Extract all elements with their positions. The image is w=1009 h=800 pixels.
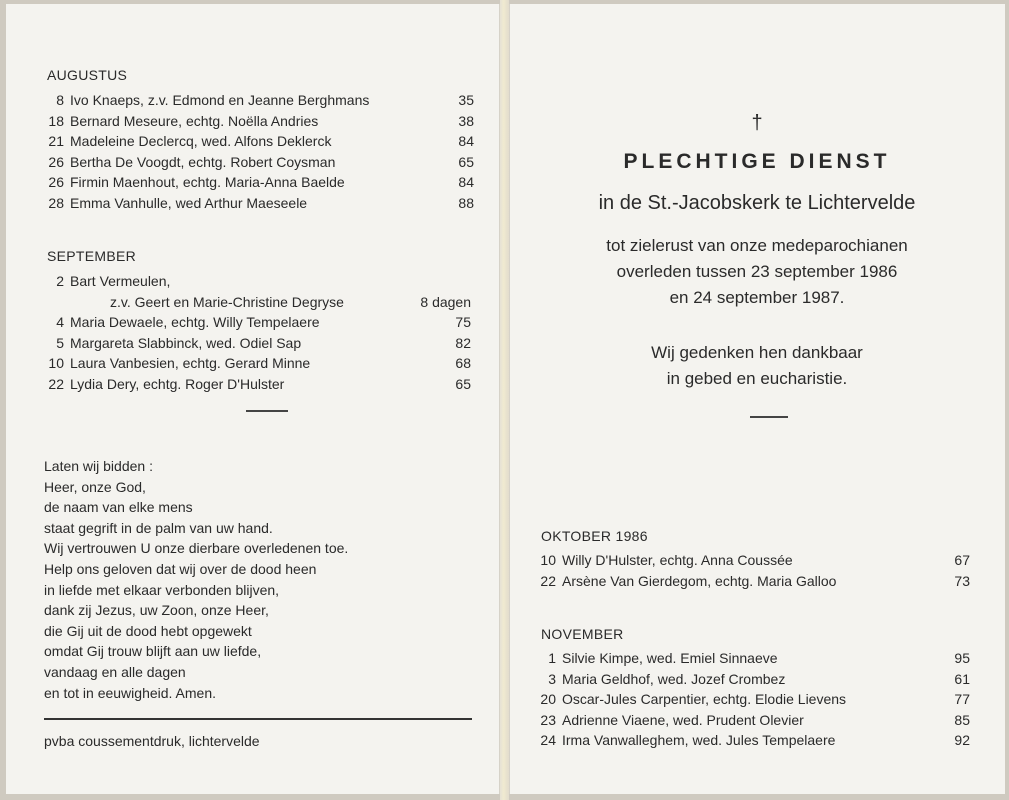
entry-name: Laura Vanbesien, echtg. Gerard Minne: [70, 355, 311, 371]
entry-day: 2: [56, 273, 64, 289]
entry-name: Silvie Kimpe, wed. Emiel Sinnaeve: [562, 650, 778, 666]
text-line: Wij vertrouwen U onze dierbare overledenen toe.: [44, 540, 349, 557]
entry-name: Bart Vermeulen,: [70, 273, 171, 289]
section-title-oktober: OKTOBER 1986: [541, 528, 648, 544]
entry-age: 95: [954, 650, 970, 666]
entry-age: 82: [455, 334, 471, 351]
list-item: [44, 353, 471, 374]
entry-name: Ivo Knaeps, z.v. Edmond en Jeanne Berghmans: [70, 92, 370, 108]
text-line: de naam van elke mens: [44, 499, 193, 516]
entry-age: 65: [455, 375, 471, 392]
list-item: [536, 730, 970, 751]
entry-age: 68: [455, 355, 471, 371]
entry-age: 8 dagen: [420, 293, 471, 310]
entry-age: 92: [954, 732, 970, 748]
entry-age: 67: [954, 552, 970, 568]
text-line: tot zielerust van onze medeparochianen: [606, 236, 908, 255]
entry-name: Maria Dewaele, echtg. Willy Tempelaere: [70, 314, 320, 330]
entry-day: 3: [548, 670, 556, 687]
entry-name: Firmin Maenhout, echtg. Maria-Anna Baelde: [70, 174, 345, 190]
entry-day: 10: [48, 355, 64, 371]
list-item: [536, 689, 970, 710]
augustus-entries: [44, 90, 474, 213]
entry-day: 24: [540, 732, 556, 748]
entry-day: 22: [48, 375, 64, 392]
entry-continuation: z.v. Geert en Marie-Christine Degryse: [110, 293, 344, 310]
divider-long: [44, 718, 472, 720]
entry-age: 73: [954, 572, 970, 589]
list-item: [44, 111, 474, 132]
entry-age: 38: [458, 112, 474, 129]
entry-age: 77: [954, 691, 970, 707]
entry-age: 85: [954, 711, 970, 728]
entry-day: 5: [56, 334, 64, 351]
entry-age: 88: [458, 194, 474, 211]
entry-name: Irma Vanwalleghem, wed. Jules Tempelaere: [562, 732, 836, 748]
section-title-augustus: AUGUSTUS: [47, 67, 128, 83]
list-item: [44, 292, 471, 313]
divider-short-right: [750, 416, 788, 418]
text-line: in liefde met elkaar verbonden blijven,: [44, 581, 280, 598]
cross-icon: †: [751, 112, 763, 134]
list-item: [44, 271, 471, 292]
entry-day: 22: [540, 572, 556, 589]
entry-name: Margareta Slabbinck, wed. Odiel Sap: [70, 334, 302, 351]
list-item: [44, 172, 474, 193]
list-item: [44, 193, 474, 214]
entry-age: 84: [458, 174, 474, 190]
entry-name: Bertha De Voogdt, echtg. Robert Coysman: [70, 153, 336, 170]
list-item: [44, 333, 471, 354]
card-fold: [500, 0, 509, 800]
entry-name: Madeleine Declercq, wed. Alfons Deklerck: [70, 133, 332, 149]
entry-day: 20: [540, 691, 556, 707]
entry-age: 84: [458, 133, 474, 149]
text-line: staat gegrift in de palm van uw hand.: [44, 519, 273, 536]
entry-day: 26: [48, 174, 64, 190]
church-line: in de St.-Jacobskerk te Lichtervelde: [598, 192, 916, 214]
entry-name: Willy D'Hulster, echtg. Anna Coussée: [562, 552, 793, 568]
entry-day: 8: [56, 92, 64, 108]
text-line: in gebed en eucharistie.: [666, 369, 848, 388]
list-item: [44, 312, 471, 333]
entry-day: 26: [48, 153, 64, 170]
list-item: [44, 131, 474, 152]
entry-day: 1: [548, 650, 556, 666]
oktober-entries: [536, 550, 970, 591]
text-line: en 24 september 1987.: [669, 288, 845, 307]
september-entries: [44, 271, 471, 394]
text-line: Help ons geloven dat wij over de dood heen: [44, 560, 317, 577]
list-item: [536, 669, 970, 690]
entry-day: 18: [48, 112, 64, 129]
list-item: [536, 550, 970, 571]
list-item: [536, 648, 970, 669]
entry-name: Oscar-Jules Carpentier, echtg. Elodie Lievens: [562, 691, 847, 707]
text-line: die Gij uit de dood hebt opgewekt: [44, 622, 252, 639]
section-title-september: SEPTEMBER: [47, 248, 137, 264]
text-line: Laten wij bidden :: [44, 458, 153, 474]
text-line: overleden tussen 23 september 1986: [616, 262, 898, 281]
text-line: dank zij Jezus, uw Zoon, onze Heer,: [44, 602, 269, 619]
entry-day: 28: [48, 194, 64, 211]
november-entries: [536, 648, 970, 751]
entry-name: Maria Geldhof, wed. Jozef Crombez: [562, 670, 786, 687]
list-item: [536, 710, 970, 731]
printer-credit: pvba coussementdruk, lichtervelde: [44, 733, 260, 749]
subtitle-text: [509, 233, 1005, 311]
prayer-text: [44, 456, 348, 703]
list-item: [44, 374, 471, 395]
text-line: Wij gedenken hen dankbaar: [651, 343, 863, 362]
page-title: PLECHTIGE DIENST: [623, 150, 891, 173]
divider-short: [246, 410, 288, 412]
entry-day: 21: [48, 133, 64, 149]
memory-text: [509, 340, 1005, 392]
entry-age: 61: [954, 670, 970, 687]
list-item: [44, 90, 474, 111]
entry-name: Bernard Meseure, echtg. Noëlla Andries: [70, 112, 319, 129]
entry-day: 10: [540, 552, 556, 568]
text-line: vandaag en alle dagen: [44, 663, 186, 680]
entry-day: 4: [56, 314, 64, 330]
entry-age: 35: [458, 92, 474, 108]
entry-name: Lydia Dery, echtg. Roger D'Hulster: [70, 375, 285, 392]
entry-name: Adrienne Viaene, wed. Prudent Olevier: [562, 711, 804, 728]
text-line: omdat Gij trouw blijft aan uw liefde,: [44, 643, 262, 660]
section-title-november: NOVEMBER: [541, 626, 624, 642]
entry-day: 23: [540, 711, 556, 728]
entry-name: Emma Vanhulle, wed Arthur Maeseele: [70, 194, 308, 211]
entry-age: 65: [458, 153, 474, 170]
list-item: [536, 571, 970, 592]
text-line: en tot in eeuwigheid. Amen.: [44, 684, 217, 701]
list-item: [44, 152, 474, 173]
entry-age: 75: [455, 314, 471, 330]
entry-name: Arsène Van Gierdegom, echtg. Maria Galloo: [562, 572, 837, 589]
text-line: Heer, onze God,: [44, 478, 146, 495]
